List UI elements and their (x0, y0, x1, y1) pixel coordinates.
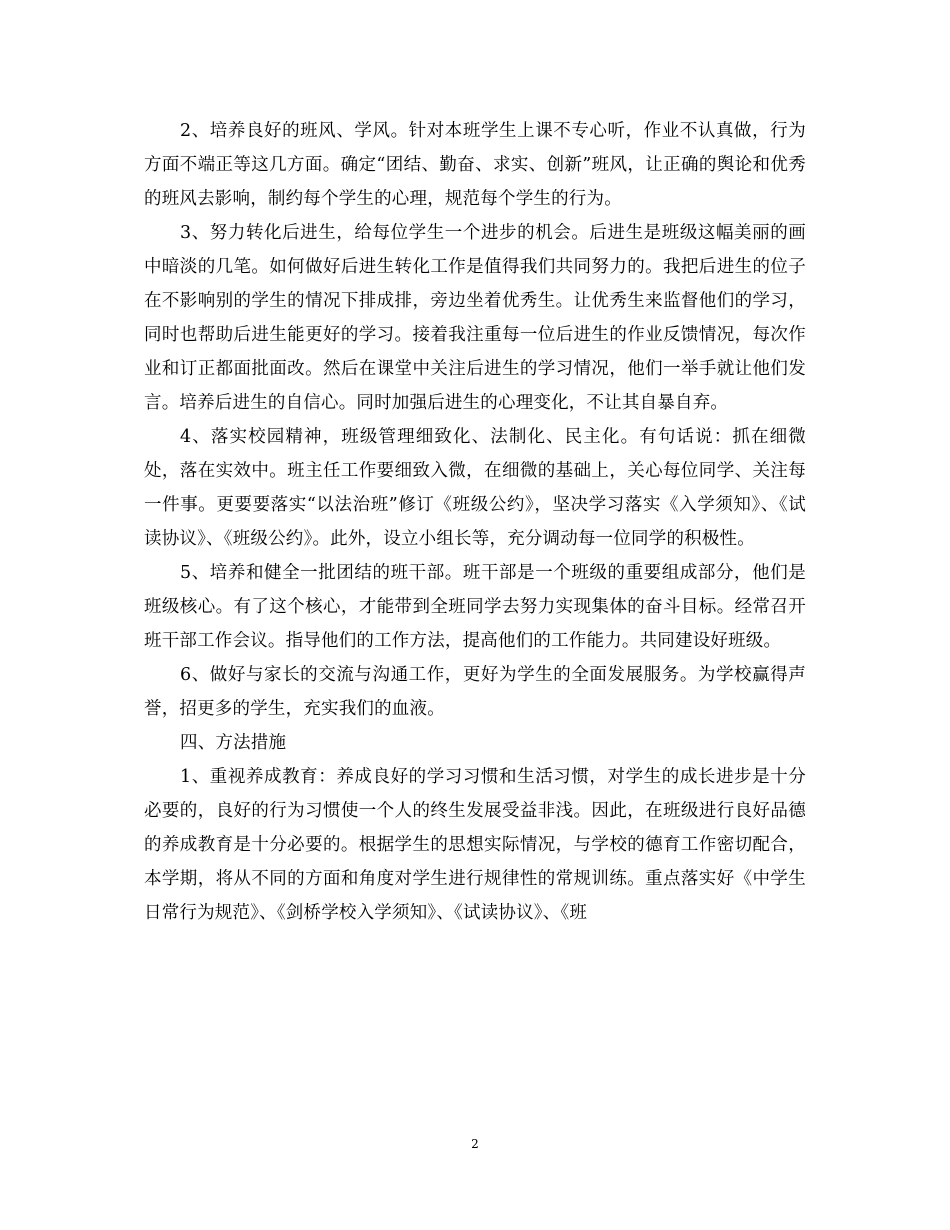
section-heading-methods: 四、方法措施 (180, 733, 287, 753)
paragraph-parent-communication: 6、做好与家长的交流与沟通工作，更好为学生的全面发展服务。为学校赢得声誉，招更多的学生，充实我们的血液。 (144, 665, 806, 719)
body-text (144, 114, 806, 930)
paragraph-class-management: 4、落实校园精神，班级管理细致化、法制化、民主化。有句话说：抓在细微处，落在实效中。班主任工作要细致入微，在细微的基础上，关心每位同学、关注每一件事。更要要落实“以法治班”修订《班级公约》，坚决学习落实《入学须知》、《试读协议》、《班级公约》。此外，设立小组长等，充分调动每一位同学的积极性。 (144, 427, 806, 549)
page-number: 2 (471, 1137, 479, 1151)
paragraph-habit-education: 1、重视养成教育：养成良好的学习习惯和生活习惯，对学生的成长进步是十分必要的，良好的行为习惯使一个人的终生发展受益非浅。因此，在班级进行良好品德的养成教育是十分必要的。根据学生的思想实际情况，与学校的德育工作密切配合，本学期，将从不同的方面和角度对学生进行规律性的常规训练。重点落实好《中学生日常行为规范》、《剑桥学校入学须知》、《试读协议》、《班 (144, 767, 806, 923)
paragraph-lagging-students: 3、努力转化后进生，给每位学生一个进步的机会。后进生是班级这幅美丽的画中暗淡的几笔。如何做好后进生转化工作是值得我们共同努力的。我把后进生的位子在不影响别的学生的情况下排成排，旁边坐着优秀生。让优秀生来监督他们的学习，同时也帮助后进生能更好的学习。接着我注重每一位后进生的作业反馈情况，每次作业和订正都面批面改。然后在课堂中关注后进生的学习情况，他们一举手就让他们发言。培养后进生的自信心。同时加强后进生的心理变化，不让其自暴自弃。 (144, 223, 806, 413)
paragraph-class-style: 2、培养良好的班风、学风。针对本班学生上课不专心听，作业不认真做，行为方面不端正等这几方面。确定“团结、勤奋、求实、创新”班风，让正确的舆论和优秀的班风去影响，制约每个学生的心理，规范每个学生的行为。 (144, 121, 806, 209)
paragraph-class-cadres: 5、培养和健全一批团结的班干部。班干部是一个班级的重要组成部分，他们是班级核心。有了这个核心，才能带到全班同学去努力实现集体的奋斗目标。经常召开班干部工作会议。指导他们的工作方法，提高他们的工作能力。共同建设好班级。 (144, 563, 806, 651)
